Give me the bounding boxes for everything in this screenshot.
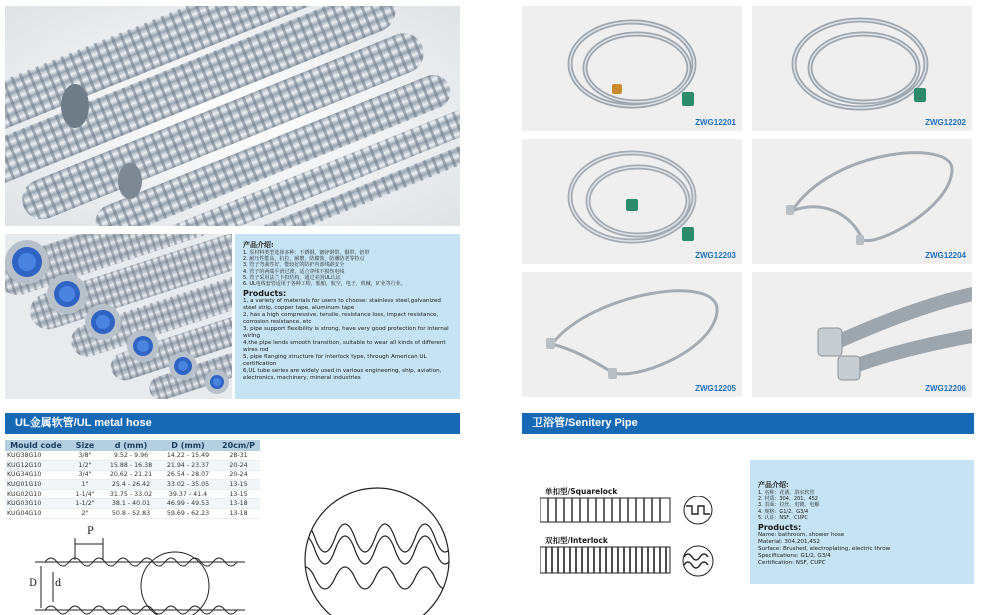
squarelock-diagram [540, 496, 740, 526]
conduit-photo [5, 6, 460, 226]
cell-size: 3/8" [67, 451, 103, 461]
table-row [5, 480, 260, 490]
conduit-en-line: 3, pipe support flexibility is strong, have very good protection for internal wiring [243, 326, 449, 340]
dim-label-inner-diameter: d [55, 578, 62, 589]
sanitary-cn-line: 2. 材质：304、201、452 [758, 496, 818, 503]
sanitary-section-title: 卫浴管/Senitery Pipe [522, 413, 974, 434]
cell-mould-code: KUG01G10 [5, 480, 67, 490]
table-row [5, 509, 260, 519]
sanitary-products-heading: Products: [758, 523, 802, 533]
conduit-products-heading: Products: [243, 289, 287, 299]
cell-D: 39.37 - 41.4 [159, 489, 217, 499]
conduit-info-box [235, 234, 460, 399]
cell-D: 21.94 - 23.37 [159, 461, 217, 471]
cell-size: 1" [67, 480, 103, 490]
cell-d: 31.75 - 33.02 [103, 489, 159, 499]
interlock-profile-icon [540, 545, 740, 577]
sanitary-cn-line: 4. 规格：G1/2、G3/4 [758, 508, 809, 515]
sanitary-en-line: Certification: NSF, CUPC [758, 560, 826, 567]
sanitary-en-line: Name: bathroom, shower hose [758, 532, 845, 539]
conduit-cn-line: 3. 管子弯曲性好，能较好的防护内部线路安全 [243, 262, 345, 269]
hose-code-label: ZWG12203 [695, 251, 736, 260]
conduit-cn-line: 1. 原材料类型选择多种：不锈钢、镀锌钢带、铜带、铝带 [243, 250, 370, 256]
cell-D: 46.99 - 49.53 [159, 499, 217, 509]
sanitary-en-line: Surface: Brushed, electroplating, electric throw [758, 546, 891, 553]
table-row [5, 451, 260, 461]
dim-label-outer-diameter: D [29, 578, 38, 589]
cell-d: 20.62 - 21.21 [103, 470, 159, 480]
interlock-diagram [540, 545, 740, 577]
table-row [5, 470, 260, 480]
cell-pitch: 13-15 [217, 489, 260, 499]
cell-pitch: 28-31 [217, 451, 260, 461]
hose-photo-5 [522, 272, 742, 397]
conduit-en-line: 2, has a high compressive, tensile, resistance loss, impact resistance, corrosion resistance, etc [243, 312, 439, 326]
dim-label-pitch: P [87, 526, 94, 537]
coiled-hose-icon [752, 139, 972, 264]
hose-code-label: ZWG12204 [925, 251, 966, 260]
hose-profile-zoom [295, 478, 460, 615]
conduit-illustration [5, 6, 460, 226]
sanitary-en-line: Material: 304,201,452 [758, 539, 820, 546]
conduit-cn-line: 5. 管子采用法兰卡扣结构，通过美国UL认证 [243, 274, 341, 281]
cell-d: 15.88 - 16.38 [103, 461, 159, 471]
conduit-en-line: 6,UL tube series are widely used in various engineering, ship, aviation, electronics, machinery, mineral industries [243, 368, 442, 382]
sanitary-cn-list [758, 490, 966, 521]
sanitary-cn-line: 3. 表面：拉丝、电镀、电解 [758, 502, 820, 509]
cell-size: 3/4" [67, 470, 103, 480]
table-row [5, 499, 260, 509]
conduit-cn-line: 2. 耐压性能高，抗拉，耐磨，防腐蚀，防潮防老等特点 [243, 256, 365, 263]
hose-photo-2 [752, 6, 972, 131]
hose-code-label: ZWG12201 [695, 118, 736, 127]
hose-code-label: ZWG12202 [925, 118, 966, 127]
fittings-photo [5, 234, 232, 399]
cell-mould-code: KUG38G10 [5, 451, 67, 461]
hose-photo-4 [752, 139, 972, 264]
sanitary-info-heading: 产品介绍: [758, 481, 789, 489]
sanitary-cn-line: 5. 认证：NSF、CUPC [758, 514, 808, 521]
sanitary-info-box [750, 460, 974, 584]
cell-mould-code: KUG04G10 [5, 509, 67, 519]
conduit-en-list [243, 298, 452, 382]
cell-D: 14.22 - 15.49 [159, 451, 217, 461]
cell-pitch: 13-18 [217, 499, 260, 509]
cell-size: 1/2" [67, 461, 103, 471]
hose-code-label: ZWG12206 [925, 384, 966, 393]
closeup-hose-icon [752, 272, 972, 397]
cell-d: 50.8 - 52.83 [103, 509, 159, 519]
cell-size: 1-1/2" [67, 499, 103, 509]
cell-mould-code: KUG34G10 [5, 470, 67, 480]
table-header-row [5, 440, 260, 451]
cell-d: 38.1 - 40.01 [103, 499, 159, 509]
table-row [5, 461, 260, 471]
cell-pitch: 13-18 [217, 509, 260, 519]
profile-zoom-diagram [295, 478, 460, 615]
conduit-cn-line: 6. UL电线套管适用于各种工程，船舶，航空，电子，机械，矿业等行业。 [243, 281, 406, 288]
col-mould-code: Mould code [5, 440, 67, 451]
coiled-hose-icon [522, 139, 742, 264]
cell-size: 1-1/4" [67, 489, 103, 499]
cell-d: 25.4 - 26.42 [103, 480, 159, 490]
cell-pitch: 20-24 [217, 461, 260, 471]
conduit-en-line: 5, pipe flanging structure for interlock type, through American UL certification [243, 354, 427, 368]
sanitary-en-line: Specifications: G1/2, G3/4 [758, 553, 831, 560]
interlock-label: 双扣型/Interlock [545, 536, 608, 545]
cell-size: 2" [67, 509, 103, 519]
hose-photo-3 [522, 139, 742, 264]
cell-D: 33.02 - 35.05 [159, 480, 217, 490]
squarelock-label: 单扣型/Squarelock [545, 487, 618, 496]
hose-photo-1 [522, 6, 742, 131]
hose-photo-6 [752, 272, 972, 397]
cell-mould-code: KUG02G10 [5, 489, 67, 499]
cell-D: 26.54 - 28.07 [159, 470, 217, 480]
squarelock-profile-icon [540, 496, 740, 526]
fittings-illustration [5, 234, 232, 399]
col-size: Size [67, 440, 103, 451]
cell-D: 59.69 - 62.23 [159, 509, 217, 519]
ul-section-title: UL金属软管/UL metal hose [5, 413, 460, 434]
hose-dimension-drawing [5, 522, 295, 615]
coiled-hose-icon [752, 6, 972, 131]
sanitary-en-list [758, 532, 966, 567]
conduit-en-line: 4,the pipe lends smooth transition, suitable to wear all kinds of different wires rod [243, 340, 446, 354]
cell-pitch: 13-15 [217, 480, 260, 490]
col-d: d (mm) [103, 440, 159, 451]
ul-spec-table [5, 440, 260, 519]
table-row [5, 489, 260, 499]
cell-mould-code: KUG03G10 [5, 499, 67, 509]
sanitary-cn-line: 1. 名称：花洒、浴室软管 [758, 490, 815, 496]
cell-pitch: 20-24 [217, 470, 260, 480]
cell-d: 9.52 - 9.96 [103, 451, 159, 461]
dimension-diagram [5, 522, 295, 615]
conduit-info-heading: 产品介绍: [243, 241, 274, 249]
cell-mould-code: KUG12G10 [5, 461, 67, 471]
conduit-cn-line: 4. 管子的两端平滑过渡，适合穿线不损伤电线 [243, 268, 345, 275]
coiled-hose-icon [522, 272, 742, 397]
conduit-cn-list [243, 250, 452, 287]
conduit-en-line: 1, a variety of materials for users to choose: stainless steel,galvanized steel strip, copper tape, aluminum tape [243, 298, 441, 312]
coiled-hose-icon [522, 6, 742, 131]
hose-code-label: ZWG12205 [695, 384, 736, 393]
col-pitch: 20cm/P [217, 440, 260, 451]
col-D: D (mm) [159, 440, 217, 451]
